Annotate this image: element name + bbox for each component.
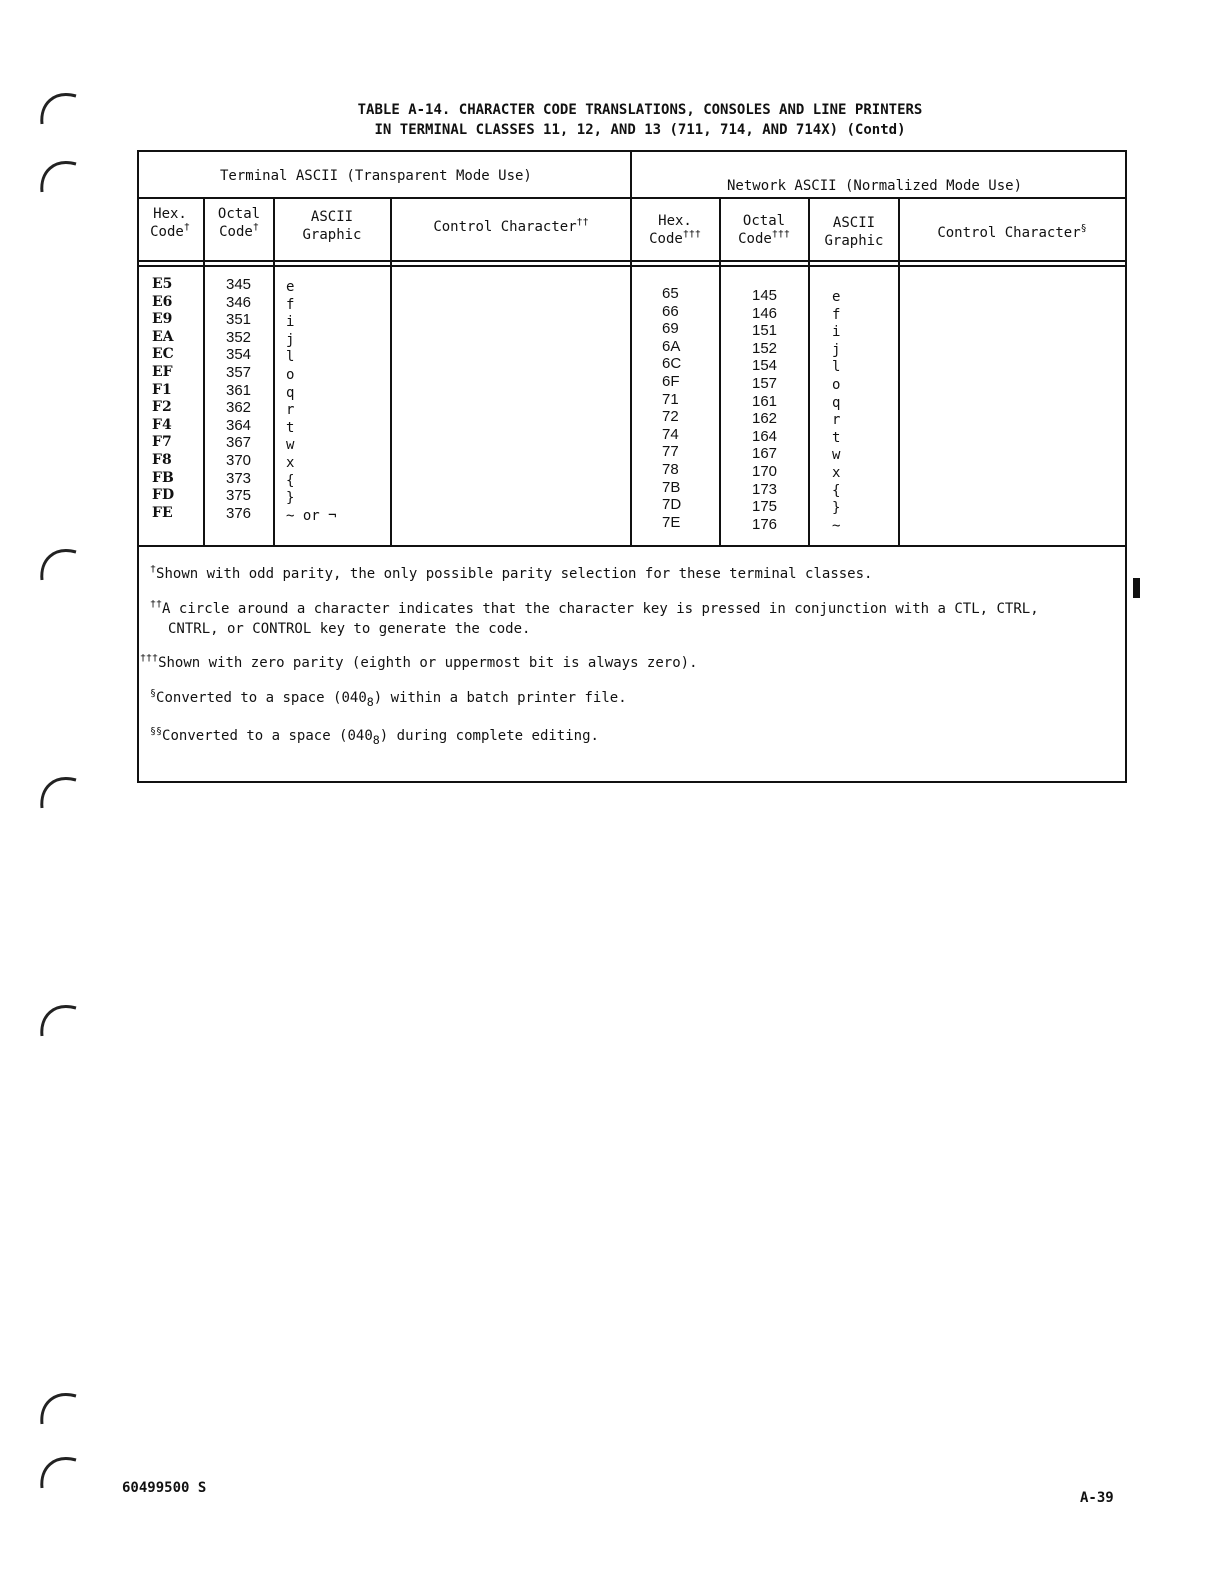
- table-cell-terminal-hex: F2: [152, 399, 172, 416]
- table-cell-network-octal: 173: [752, 480, 778, 498]
- table-cell-network-graphic: w: [832, 447, 841, 464]
- table-cell-terminal-octal: 370: [226, 451, 252, 469]
- table-cell-terminal-graphic: j: [286, 331, 295, 348]
- table-cell-network-graphic: f: [832, 306, 841, 323]
- terminal-ascii-graphic-header: ASCII Graphic: [302, 209, 362, 243]
- table-cell-terminal-hex: EA: [152, 328, 174, 345]
- table-cell-network-graphic: i: [832, 324, 841, 341]
- table-title-line-2: IN TERMINAL CLASSES 11, 12, AND 13 (711, 714, AND 714X) (Contd): [374, 122, 906, 138]
- table-cell-terminal-hex: E9: [152, 311, 173, 328]
- table-cell-terminal-octal: 362: [226, 399, 252, 417]
- table-cell-terminal-octal: 346: [226, 293, 252, 311]
- footnote: ††A circle around a character indicates that the character key is pressed in conjunction with a CTL, CTRL, CNTRL, or CONTROL key to generate the code.: [150, 599, 1039, 637]
- divider: [137, 260, 1127, 262]
- binder-hole-icon: [36, 1448, 82, 1494]
- table-cell-network-graphic: r: [832, 412, 841, 429]
- table-cell-terminal-graphic: f: [286, 296, 295, 313]
- footnote: §§Converted to a space $(040_8)$ during complete editing.: [150, 725, 599, 747]
- table-cell-terminal-graphic: q: [286, 384, 295, 401]
- table-cell-network-graphic: l: [832, 359, 841, 376]
- terminal-octal-code-header: Octal Code†: [217, 206, 261, 240]
- table-cell-network-graphic: ~: [832, 517, 841, 534]
- terminal-control-character-header: Control Character††: [433, 217, 589, 235]
- table-cell-network-hex: 6C: [662, 355, 682, 373]
- table-cell-network-octal: 170: [752, 462, 778, 480]
- table-cell-terminal-hex: F8: [152, 451, 172, 468]
- table-cell-network-hex: 66: [662, 302, 679, 320]
- binder-hole-icon: [36, 768, 82, 814]
- table-cell-network-octal: 164: [752, 427, 778, 445]
- table-cell-terminal-octal: 364: [226, 416, 252, 434]
- terminal-octal-column: [226, 276, 251, 522]
- divider: [719, 197, 721, 547]
- network-graphic-column: [832, 289, 840, 535]
- divider: [273, 197, 275, 547]
- table-cell-terminal-hex: E5: [152, 276, 173, 292]
- table-cell-terminal-graphic: e: [286, 279, 295, 295]
- table-cell-terminal-octal: 367: [226, 434, 252, 452]
- binder-hole-icon: [36, 152, 82, 198]
- table-cell-network-graphic: e: [832, 289, 841, 305]
- table-cell-network-octal: 145: [752, 287, 778, 304]
- footnote: †††Shown with zero parity (eighth or uppermost bit is always zero).: [140, 653, 698, 671]
- table-cell-terminal-octal: 351: [226, 311, 252, 329]
- table-cell-terminal-graphic: l: [286, 349, 295, 366]
- network-hex-column: [662, 285, 681, 531]
- table-cell-terminal-graphic: x: [286, 454, 295, 471]
- table-cell-network-octal: 162: [752, 410, 778, 428]
- table-cell-network-octal: 175: [752, 498, 778, 516]
- table-cell-terminal-octal: 357: [226, 363, 252, 381]
- table-cell-terminal-graphic: }: [286, 490, 295, 507]
- terminal-graphic-column: [286, 279, 337, 525]
- table-cell-network-hex: 6F: [662, 372, 680, 390]
- table-cell-terminal-octal: 361: [226, 381, 252, 399]
- table-cell-network-graphic: o: [832, 376, 841, 393]
- table-cell-network-graphic: j: [832, 341, 841, 358]
- binder-hole-icon: [36, 540, 82, 586]
- table-cell-network-hex: 7D: [662, 496, 682, 514]
- divider: [137, 197, 1127, 199]
- network-octal-column: [752, 287, 777, 533]
- network-ascii-graphic-header: ASCII Graphic: [824, 215, 884, 249]
- binder-hole-icon: [36, 996, 82, 1042]
- network-octal-code-header: Octal Code†††: [738, 213, 790, 247]
- table-cell-network-octal: 176: [752, 515, 778, 533]
- network-control-character-header: Control Character§: [937, 223, 1087, 241]
- table-cell-network-octal: 157: [752, 374, 778, 392]
- table-cell-terminal-hex: F1: [152, 381, 172, 398]
- table-cell-terminal-octal: 354: [226, 346, 252, 364]
- table-cell-network-hex: 74: [662, 425, 679, 443]
- document-number: 60499500 S: [122, 1480, 207, 1496]
- table-cell-network-hex: 7B: [662, 478, 681, 496]
- table-cell-network-octal: 151: [752, 322, 778, 340]
- table-cell-network-hex: 65: [662, 285, 679, 302]
- table-cell-network-graphic: }: [832, 500, 841, 517]
- table-cell-network-octal: 161: [752, 392, 778, 410]
- table-cell-network-octal: 167: [752, 445, 778, 463]
- table-cell-terminal-octal: 352: [226, 328, 252, 346]
- divider: [137, 265, 1127, 267]
- table-cell-network-octal: 152: [752, 339, 778, 357]
- footnote: §Converted to a space $(040_8)$ within a batch printer file.: [150, 688, 627, 709]
- table-cell-terminal-hex: EC: [152, 346, 174, 363]
- table-cell-terminal-hex: E6: [152, 293, 173, 310]
- network-ascii-heading: Network ASCII (Normalized Mode Use): [727, 178, 1023, 194]
- table-cell-terminal-hex: EF: [152, 363, 173, 380]
- table-cell-terminal-graphic: i: [286, 314, 295, 331]
- divider: [898, 197, 900, 547]
- table-cell-terminal-hex: F7: [152, 434, 172, 451]
- table-cell-terminal-graphic: {: [286, 472, 295, 489]
- table-cell-terminal-octal: 345: [226, 276, 252, 293]
- table-cell-terminal-hex: FE: [152, 504, 173, 521]
- table-cell-network-hex: 78: [662, 460, 679, 478]
- divider: [203, 197, 205, 547]
- table-cell-network-hex: 69: [662, 320, 679, 338]
- table-cell-network-hex: 7E: [662, 513, 681, 531]
- binder-hole-icon: [36, 1384, 82, 1430]
- table-cell-terminal-hex: F4: [152, 416, 172, 433]
- terminal-hex-code-header: Hex. Code†: [150, 206, 190, 240]
- binder-hole-icon: [36, 84, 82, 130]
- divider: [808, 197, 810, 547]
- table-cell-terminal-graphic: o: [286, 366, 295, 383]
- table-cell-terminal-octal: 376: [226, 504, 252, 522]
- table-cell-terminal-octal: 375: [226, 487, 252, 505]
- table-cell-terminal-graphic: r: [286, 402, 295, 419]
- table-cell-network-graphic: x: [832, 464, 841, 481]
- table-cell-network-graphic: q: [832, 394, 841, 411]
- table-cell-network-graphic: t: [832, 429, 841, 446]
- table-cell-network-octal: 146: [752, 304, 778, 322]
- table-cell-network-hex: 71: [662, 390, 679, 408]
- table-cell-terminal-hex: FD: [152, 487, 175, 504]
- table-cell-terminal-graphic: t: [286, 419, 295, 436]
- table-cell-terminal-hex: FB: [152, 469, 174, 486]
- divider: [390, 197, 392, 547]
- table-cell-network-hex: 72: [662, 408, 679, 426]
- table-cell-network-octal: 154: [752, 357, 778, 375]
- table-cell-terminal-octal: 373: [226, 469, 252, 487]
- table-footnotes: [140, 564, 1110, 765]
- divider: [137, 545, 1127, 547]
- terminal-hex-column: [152, 276, 174, 522]
- divider: [630, 150, 632, 547]
- network-hex-code-header: Hex. Code†††: [649, 213, 701, 247]
- terminal-ascii-heading: Terminal ASCII (Transparent Mode Use): [220, 168, 532, 184]
- page-number: A-39: [1080, 1490, 1114, 1506]
- table-cell-terminal-graphic: w: [286, 437, 295, 454]
- table-cell-network-graphic: {: [832, 482, 841, 499]
- table-cell-network-hex: 6A: [662, 337, 681, 355]
- footnote: †Shown with odd parity, the only possible parity selection for these terminal classes.: [150, 564, 873, 582]
- change-bar: [1133, 578, 1140, 598]
- table-title-line-1: TABLE A-14. CHARACTER CODE TRANSLATIONS, CONSOLES AND LINE PRINTERS: [357, 102, 923, 118]
- table-cell-terminal-graphic: ~ or ¬: [286, 507, 337, 524]
- table-cell-network-hex: 77: [662, 443, 679, 461]
